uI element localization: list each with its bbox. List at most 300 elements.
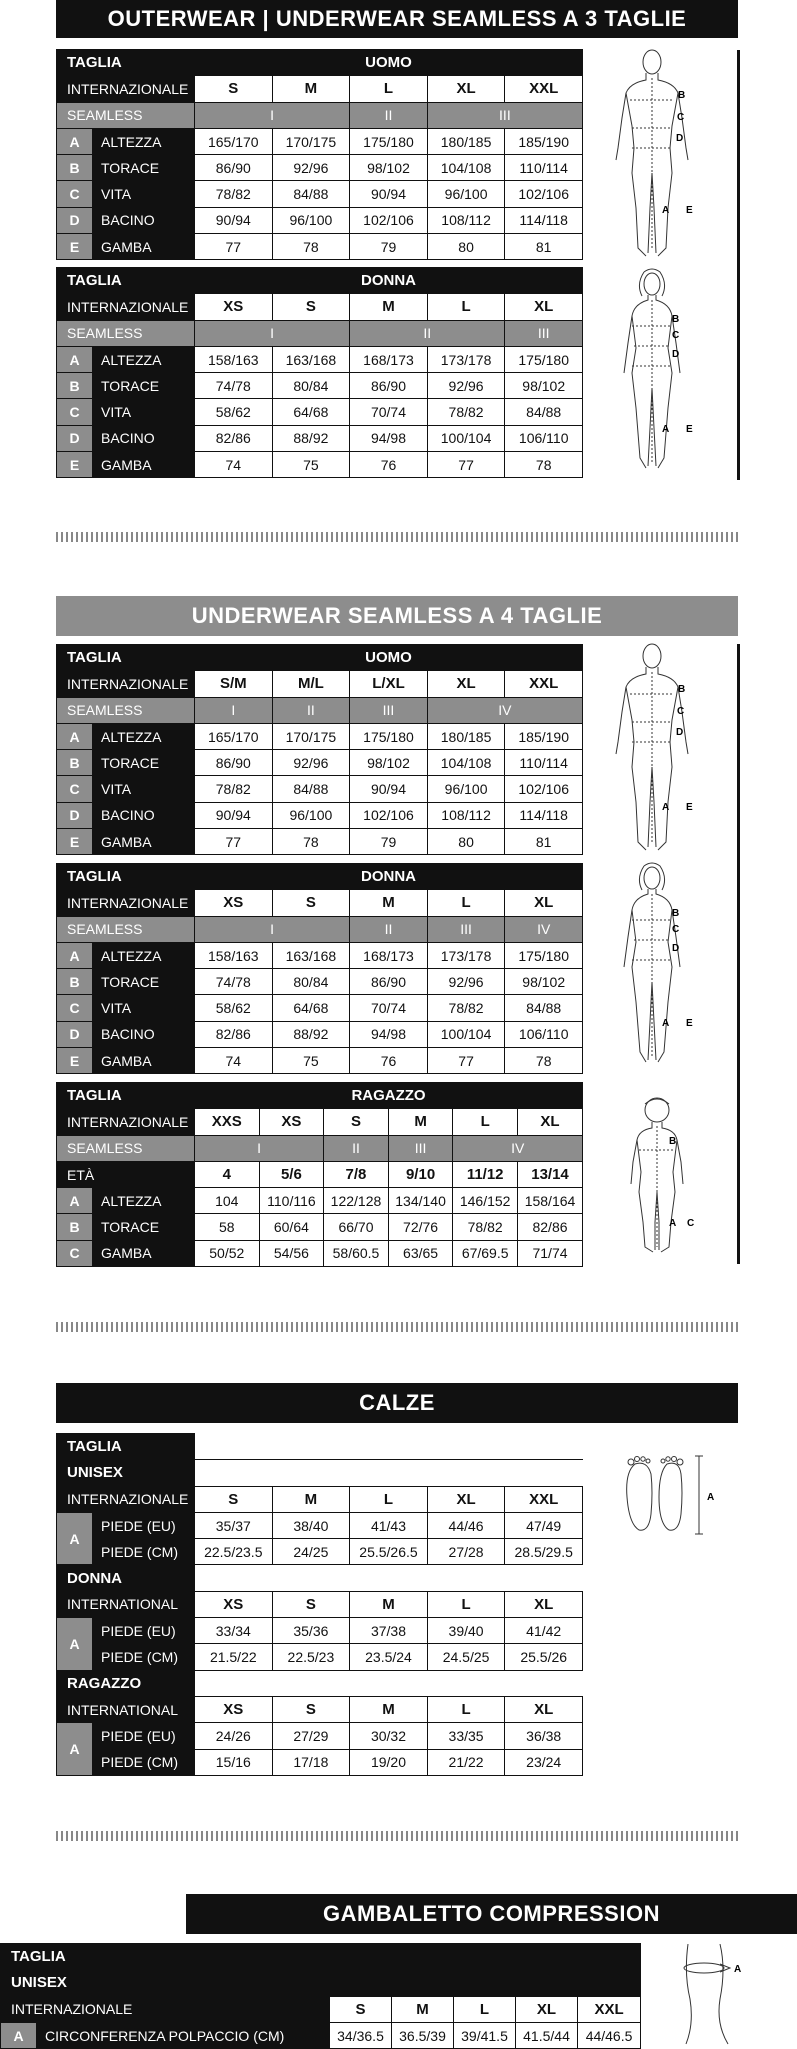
row-name: ALTEZZA <box>93 1188 195 1214</box>
size-cell: XS <box>195 294 273 320</box>
row-name: TORACE <box>93 969 195 995</box>
row-name: PIEDE (EU) <box>93 1723 195 1749</box>
size-table-uomo-4 <box>56 644 583 855</box>
value-cell: 78/82 <box>195 776 273 802</box>
value-cell: 86/90 <box>195 155 273 181</box>
fig-label-b: B <box>672 314 680 325</box>
section-divider <box>56 1322 740 1332</box>
blank-cell <box>195 1565 583 1591</box>
value-cell: 158/163 <box>195 942 273 968</box>
row-letter: A <box>57 1618 93 1671</box>
row-name: ALTEZZA <box>93 128 195 154</box>
value-cell: 25.5/26.5 <box>350 1539 428 1565</box>
section-title-gambaletto: GAMBALETTO COMPRESSION <box>186 1894 797 1934</box>
size-cell: XS <box>259 1109 324 1135</box>
row-letter: A <box>57 723 93 749</box>
size-table-ragazzo <box>56 1082 583 1267</box>
value-cell: 175/180 <box>505 942 583 968</box>
row-name: CIRCONFERENZA POLPACCIO (CM) <box>37 2022 330 2048</box>
fig-label-d: D <box>672 349 680 360</box>
value-cell: 80/84 <box>272 373 350 399</box>
value-cell: 24.5/25 <box>427 1644 505 1670</box>
row-name: GAMBA <box>93 452 195 478</box>
size-cell: XL <box>427 1486 505 1512</box>
value-cell: 86/90 <box>195 750 273 776</box>
fig-label-e: E <box>686 1018 693 1029</box>
value-cell: 74 <box>195 452 273 478</box>
size-cell: S <box>272 1591 350 1617</box>
blank-cell <box>195 1434 583 1460</box>
taglia-label: TAGLIA <box>57 50 195 76</box>
section-title-calze: CALZE <box>56 1383 738 1423</box>
value-cell: 78/82 <box>427 399 505 425</box>
value-cell: 92/96 <box>427 969 505 995</box>
value-cell: 78 <box>505 1048 583 1074</box>
seamless-cell: I <box>195 320 350 346</box>
value-cell: 88/92 <box>272 1021 350 1047</box>
value-cell: 96/100 <box>272 802 350 828</box>
row-name: TORACE <box>93 750 195 776</box>
value-cell: 66/70 <box>324 1214 389 1240</box>
value-cell: 35/37 <box>195 1512 273 1538</box>
row-letter: B <box>57 1214 93 1240</box>
international-label: INTERNATIONAL <box>57 1591 195 1617</box>
seamless-label: SEAMLESS <box>57 102 195 128</box>
row-name: GAMBA <box>93 829 195 855</box>
size-cell: XXL <box>505 1486 583 1512</box>
value-cell: 41/43 <box>350 1512 428 1538</box>
row-letter: B <box>57 373 93 399</box>
seamless-cell: II <box>272 697 350 723</box>
value-cell: 110/116 <box>259 1188 324 1214</box>
fig-label-b: B <box>678 684 686 695</box>
value-cell: 78 <box>505 452 583 478</box>
section-title-seamless-4: UNDERWEAR SEAMLESS A 4 TAGLIE <box>56 596 738 636</box>
value-cell: 41/42 <box>505 1618 583 1644</box>
seamless-cell: III <box>388 1135 453 1161</box>
value-cell: 175/180 <box>505 346 583 372</box>
group-label: UNISEX <box>1 1970 641 1996</box>
size-table-donna-3 <box>56 267 583 478</box>
row-letter: B <box>57 969 93 995</box>
seamless-label: SEAMLESS <box>57 916 195 942</box>
value-cell: 17/18 <box>272 1749 350 1775</box>
size-table-gambaletto <box>0 1943 641 2049</box>
value-cell: 75 <box>272 1048 350 1074</box>
value-cell: 86/90 <box>350 373 428 399</box>
fig-label-d: D <box>676 727 684 738</box>
value-cell: 175/180 <box>350 128 428 154</box>
value-cell: 79 <box>350 829 428 855</box>
value-cell: 21.5/22 <box>195 1644 273 1670</box>
size-cell: XS <box>195 1591 273 1617</box>
size-cell: M <box>350 1591 428 1617</box>
taglia-label: TAGLIA <box>57 1083 195 1109</box>
value-cell: 76 <box>350 452 428 478</box>
row-name: ALTEZZA <box>93 942 195 968</box>
value-cell: 165/170 <box>195 723 273 749</box>
row-name: BACINO <box>93 425 195 451</box>
value-cell: 98/102 <box>505 373 583 399</box>
value-cell: 77 <box>195 234 273 260</box>
fig-label-c: C <box>672 924 680 935</box>
size-table-calze <box>56 1433 583 1776</box>
size-cell: L <box>453 1109 518 1135</box>
value-cell: 77 <box>427 1048 505 1074</box>
value-cell: 58/62 <box>195 995 273 1021</box>
value-cell: 80 <box>427 829 505 855</box>
value-cell: 185/190 <box>505 128 583 154</box>
row-letter: C <box>57 399 93 425</box>
taglia-label: TAGLIA <box>57 268 195 294</box>
row-letter: A <box>57 346 93 372</box>
male-body-figure <box>610 642 720 857</box>
row-letter: E <box>57 452 93 478</box>
fig-label-b: B <box>669 1136 677 1147</box>
fig-label-c: C <box>687 1218 695 1229</box>
section-divider <box>56 1831 740 1841</box>
value-cell: 75 <box>272 452 350 478</box>
value-cell: 163/168 <box>272 942 350 968</box>
value-cell: 58/60.5 <box>324 1240 389 1266</box>
fig-label-e: E <box>686 205 693 216</box>
seamless-label: SEAMLESS <box>57 1135 195 1161</box>
row-name: VITA <box>93 399 195 425</box>
row-name: PIEDE (EU) <box>93 1512 195 1538</box>
row-letter: D <box>57 1021 93 1047</box>
value-cell: 33/34 <box>195 1618 273 1644</box>
size-cell: XL <box>505 1591 583 1617</box>
value-cell: 24/25 <box>272 1539 350 1565</box>
size-cell: L <box>350 1486 428 1512</box>
value-cell: 94/98 <box>350 1021 428 1047</box>
seamless-cell: II <box>350 102 428 128</box>
value-cell: 72/76 <box>388 1214 453 1240</box>
size-cell: XS <box>195 1696 273 1722</box>
row-letter: A <box>57 1188 93 1214</box>
value-cell: 33/35 <box>427 1723 505 1749</box>
value-cell: 50/52 <box>195 1240 260 1266</box>
value-cell: 104 <box>195 1188 260 1214</box>
value-cell: 173/178 <box>427 346 505 372</box>
value-cell: 110/114 <box>505 750 583 776</box>
value-cell: 24/26 <box>195 1723 273 1749</box>
figure-divider <box>737 644 740 1264</box>
row-letter: C <box>57 1240 93 1266</box>
value-cell: 38/40 <box>272 1512 350 1538</box>
value-cell: 96/100 <box>272 207 350 233</box>
value-cell: 41.5/44 <box>516 2022 578 2048</box>
value-cell: 36/38 <box>505 1723 583 1749</box>
value-cell: 106/110 <box>505 425 583 451</box>
row-name: PIEDE (CM) <box>93 1644 195 1670</box>
row-name: ALTEZZA <box>93 723 195 749</box>
fig-label-a: A <box>662 205 670 216</box>
row-name: PIEDE (CM) <box>93 1539 195 1565</box>
row-letter: D <box>57 425 93 451</box>
size-cell: XXS <box>195 1109 260 1135</box>
seamless-cell: I <box>195 697 273 723</box>
row-name: GAMBA <box>93 1240 195 1266</box>
fig-label-b: B <box>678 90 686 101</box>
value-cell: 84/88 <box>505 995 583 1021</box>
value-cell: 102/106 <box>505 181 583 207</box>
value-cell: 47/49 <box>505 1512 583 1538</box>
value-cell: 58/62 <box>195 399 273 425</box>
internazionale-label: INTERNAZIONALE <box>57 1486 195 1512</box>
value-cell: 34/36.5 <box>330 2022 392 2048</box>
value-cell: 70/74 <box>350 995 428 1021</box>
value-cell: 84/88 <box>272 776 350 802</box>
eta-cell: 11/12 <box>453 1161 518 1187</box>
size-cell: M <box>350 294 428 320</box>
value-cell: 67/69.5 <box>453 1240 518 1266</box>
value-cell: 77 <box>195 829 273 855</box>
value-cell: 82/86 <box>195 1021 273 1047</box>
value-cell: 170/175 <box>272 128 350 154</box>
value-cell: 77 <box>427 452 505 478</box>
seamless-cell: III <box>427 916 505 942</box>
value-cell: 173/178 <box>427 942 505 968</box>
row-letter: C <box>57 995 93 1021</box>
value-cell: 94/98 <box>350 425 428 451</box>
group-label: UOMO <box>195 50 583 76</box>
eta-cell: 7/8 <box>324 1161 389 1187</box>
row-letter: E <box>57 234 93 260</box>
value-cell: 104/108 <box>427 750 505 776</box>
value-cell: 102/106 <box>350 802 428 828</box>
value-cell: 90/94 <box>195 802 273 828</box>
size-cell: M <box>350 890 428 916</box>
size-cell: S <box>324 1109 389 1135</box>
eta-cell: 13/14 <box>517 1161 582 1187</box>
value-cell: 44/46.5 <box>578 2022 641 2048</box>
value-cell: 185/190 <box>505 723 583 749</box>
value-cell: 175/180 <box>350 723 428 749</box>
value-cell: 98/102 <box>350 155 428 181</box>
value-cell: 78/82 <box>427 995 505 1021</box>
row-letter: C <box>57 776 93 802</box>
value-cell: 74 <box>195 1048 273 1074</box>
size-cell: S <box>195 76 273 102</box>
size-cell: XL <box>517 1109 582 1135</box>
row-letter: D <box>57 802 93 828</box>
size-cell: M/L <box>272 671 350 697</box>
value-cell: 76 <box>350 1048 428 1074</box>
value-cell: 81 <box>505 234 583 260</box>
eta-cell: 5/6 <box>259 1161 324 1187</box>
female-body-figure <box>610 268 720 478</box>
value-cell: 82/86 <box>195 425 273 451</box>
fig-label-a: A <box>662 424 670 435</box>
size-cell: XXL <box>505 76 583 102</box>
fig-label-d: D <box>676 133 684 144</box>
size-cell: L <box>427 890 505 916</box>
internazionale-label: INTERNAZIONALE <box>57 76 195 102</box>
value-cell: 71/74 <box>517 1240 582 1266</box>
row-name: VITA <box>93 181 195 207</box>
value-cell: 180/185 <box>427 128 505 154</box>
calf-figure <box>668 1944 778 2048</box>
group-label: DONNA <box>195 864 583 890</box>
value-cell: 168/173 <box>350 942 428 968</box>
row-name: BACINO <box>93 1021 195 1047</box>
value-cell: 96/100 <box>427 181 505 207</box>
seamless-cell: III <box>427 102 582 128</box>
value-cell: 158/163 <box>195 346 273 372</box>
row-name: GAMBA <box>93 234 195 260</box>
value-cell: 70/74 <box>350 399 428 425</box>
value-cell: 90/94 <box>350 776 428 802</box>
row-letter: B <box>57 750 93 776</box>
row-name: PIEDE (CM) <box>93 1749 195 1775</box>
internazionale-label: INTERNAZIONALE <box>57 294 195 320</box>
international-label: INTERNATIONAL <box>57 1696 195 1722</box>
group-label: DONNA <box>57 1565 195 1591</box>
section-title-outerwear: OUTERWEAR | UNDERWEAR SEAMLESS A 3 TAGLIE <box>56 0 738 38</box>
value-cell: 168/173 <box>350 346 428 372</box>
size-cell: S <box>272 294 350 320</box>
fig-label-a: A <box>669 1218 677 1229</box>
value-cell: 74/78 <box>195 969 273 995</box>
value-cell: 23.5/24 <box>350 1644 428 1670</box>
seamless-cell: IV <box>453 1135 583 1161</box>
row-letter: A <box>57 1512 93 1565</box>
value-cell: 39/41.5 <box>454 2022 516 2048</box>
value-cell: 22.5/23.5 <box>195 1539 273 1565</box>
value-cell: 27/29 <box>272 1723 350 1749</box>
taglia-label: TAGLIA <box>57 645 195 671</box>
row-name: TORACE <box>93 155 195 181</box>
row-letter: D <box>57 207 93 233</box>
value-cell: 82/86 <box>517 1214 582 1240</box>
value-cell: 30/32 <box>350 1723 428 1749</box>
size-cell: S/M <box>195 671 273 697</box>
size-cell: L <box>427 1591 505 1617</box>
size-cell: S <box>272 890 350 916</box>
value-cell: 74/78 <box>195 373 273 399</box>
blank-cell <box>195 1460 583 1486</box>
value-cell: 110/114 <box>505 155 583 181</box>
size-cell: S <box>195 1486 273 1512</box>
value-cell: 63/65 <box>388 1240 453 1266</box>
value-cell: 64/68 <box>272 399 350 425</box>
value-cell: 158/164 <box>517 1188 582 1214</box>
row-letter: A <box>57 942 93 968</box>
size-cell: L <box>427 1696 505 1722</box>
fig-label-a: A <box>662 802 670 813</box>
group-label: RAGAZZO <box>57 1670 195 1696</box>
value-cell: 15/16 <box>195 1749 273 1775</box>
value-cell: 19/20 <box>350 1749 428 1775</box>
value-cell: 102/106 <box>350 207 428 233</box>
value-cell: 114/118 <box>505 802 583 828</box>
value-cell: 96/100 <box>427 776 505 802</box>
size-cell: XL <box>516 1996 578 2022</box>
value-cell: 78 <box>272 829 350 855</box>
value-cell: 100/104 <box>427 425 505 451</box>
value-cell: 104/108 <box>427 155 505 181</box>
size-cell: L <box>427 294 505 320</box>
value-cell: 92/96 <box>427 373 505 399</box>
seamless-label: SEAMLESS <box>57 697 195 723</box>
value-cell: 58 <box>195 1214 260 1240</box>
size-table-uomo-3 <box>56 49 583 260</box>
row-name: VITA <box>93 776 195 802</box>
taglia-label: TAGLIA <box>1 1944 641 1970</box>
eta-cell: 9/10 <box>388 1161 453 1187</box>
value-cell: 21/22 <box>427 1749 505 1775</box>
section-divider <box>56 532 740 542</box>
size-cell: L/XL <box>350 671 428 697</box>
internazionale-label: INTERNAZIONALE <box>57 1109 195 1135</box>
size-cell: M <box>392 1996 454 2022</box>
value-cell: 92/96 <box>272 750 350 776</box>
value-cell: 122/128 <box>324 1188 389 1214</box>
group-label: UNISEX <box>57 1460 195 1486</box>
seamless-cell: III <box>350 697 428 723</box>
size-cell: L <box>350 76 428 102</box>
feet-figure <box>615 1452 735 1537</box>
seamless-cell: I <box>195 916 350 942</box>
value-cell: 81 <box>505 829 583 855</box>
value-cell: 134/140 <box>388 1188 453 1214</box>
value-cell: 44/46 <box>427 1512 505 1538</box>
value-cell: 92/96 <box>272 155 350 181</box>
fig-label-c: C <box>677 706 685 717</box>
row-name: PIEDE (EU) <box>93 1618 195 1644</box>
row-letter: A <box>57 1723 93 1776</box>
row-name: VITA <box>93 995 195 1021</box>
value-cell: 170/175 <box>272 723 350 749</box>
value-cell: 88/92 <box>272 425 350 451</box>
size-cell: M <box>350 1696 428 1722</box>
eta-label: ETÀ <box>57 1161 195 1187</box>
value-cell: 39/40 <box>427 1618 505 1644</box>
fig-label-e: E <box>686 802 693 813</box>
size-cell: M <box>272 1486 350 1512</box>
size-cell: XXL <box>505 671 583 697</box>
internazionale-label: INTERNAZIONALE <box>57 890 195 916</box>
value-cell: 98/102 <box>350 750 428 776</box>
value-cell: 108/112 <box>427 802 505 828</box>
value-cell: 146/152 <box>453 1188 518 1214</box>
taglia-label: TAGLIA <box>57 864 195 890</box>
fig-label-a: A <box>734 1964 742 1975</box>
size-cell: XL <box>505 294 583 320</box>
size-cell: XL <box>427 76 505 102</box>
internazionale-label: INTERNAZIONALE <box>1 1996 330 2022</box>
value-cell: 98/102 <box>505 969 583 995</box>
size-cell: XL <box>505 890 583 916</box>
size-cell: S <box>272 1696 350 1722</box>
value-cell: 22.5/23 <box>272 1644 350 1670</box>
seamless-cell: II <box>324 1135 389 1161</box>
value-cell: 80 <box>427 234 505 260</box>
row-name: TORACE <box>93 373 195 399</box>
row-name: BACINO <box>93 802 195 828</box>
value-cell: 165/170 <box>195 128 273 154</box>
value-cell: 90/94 <box>350 181 428 207</box>
value-cell: 80/84 <box>272 969 350 995</box>
value-cell: 78/82 <box>195 181 273 207</box>
size-cell: S <box>330 1996 392 2022</box>
value-cell: 180/185 <box>427 723 505 749</box>
fig-label-e: E <box>686 424 693 435</box>
size-cell: XL <box>505 1696 583 1722</box>
value-cell: 27/28 <box>427 1539 505 1565</box>
size-cell: XS <box>195 890 273 916</box>
